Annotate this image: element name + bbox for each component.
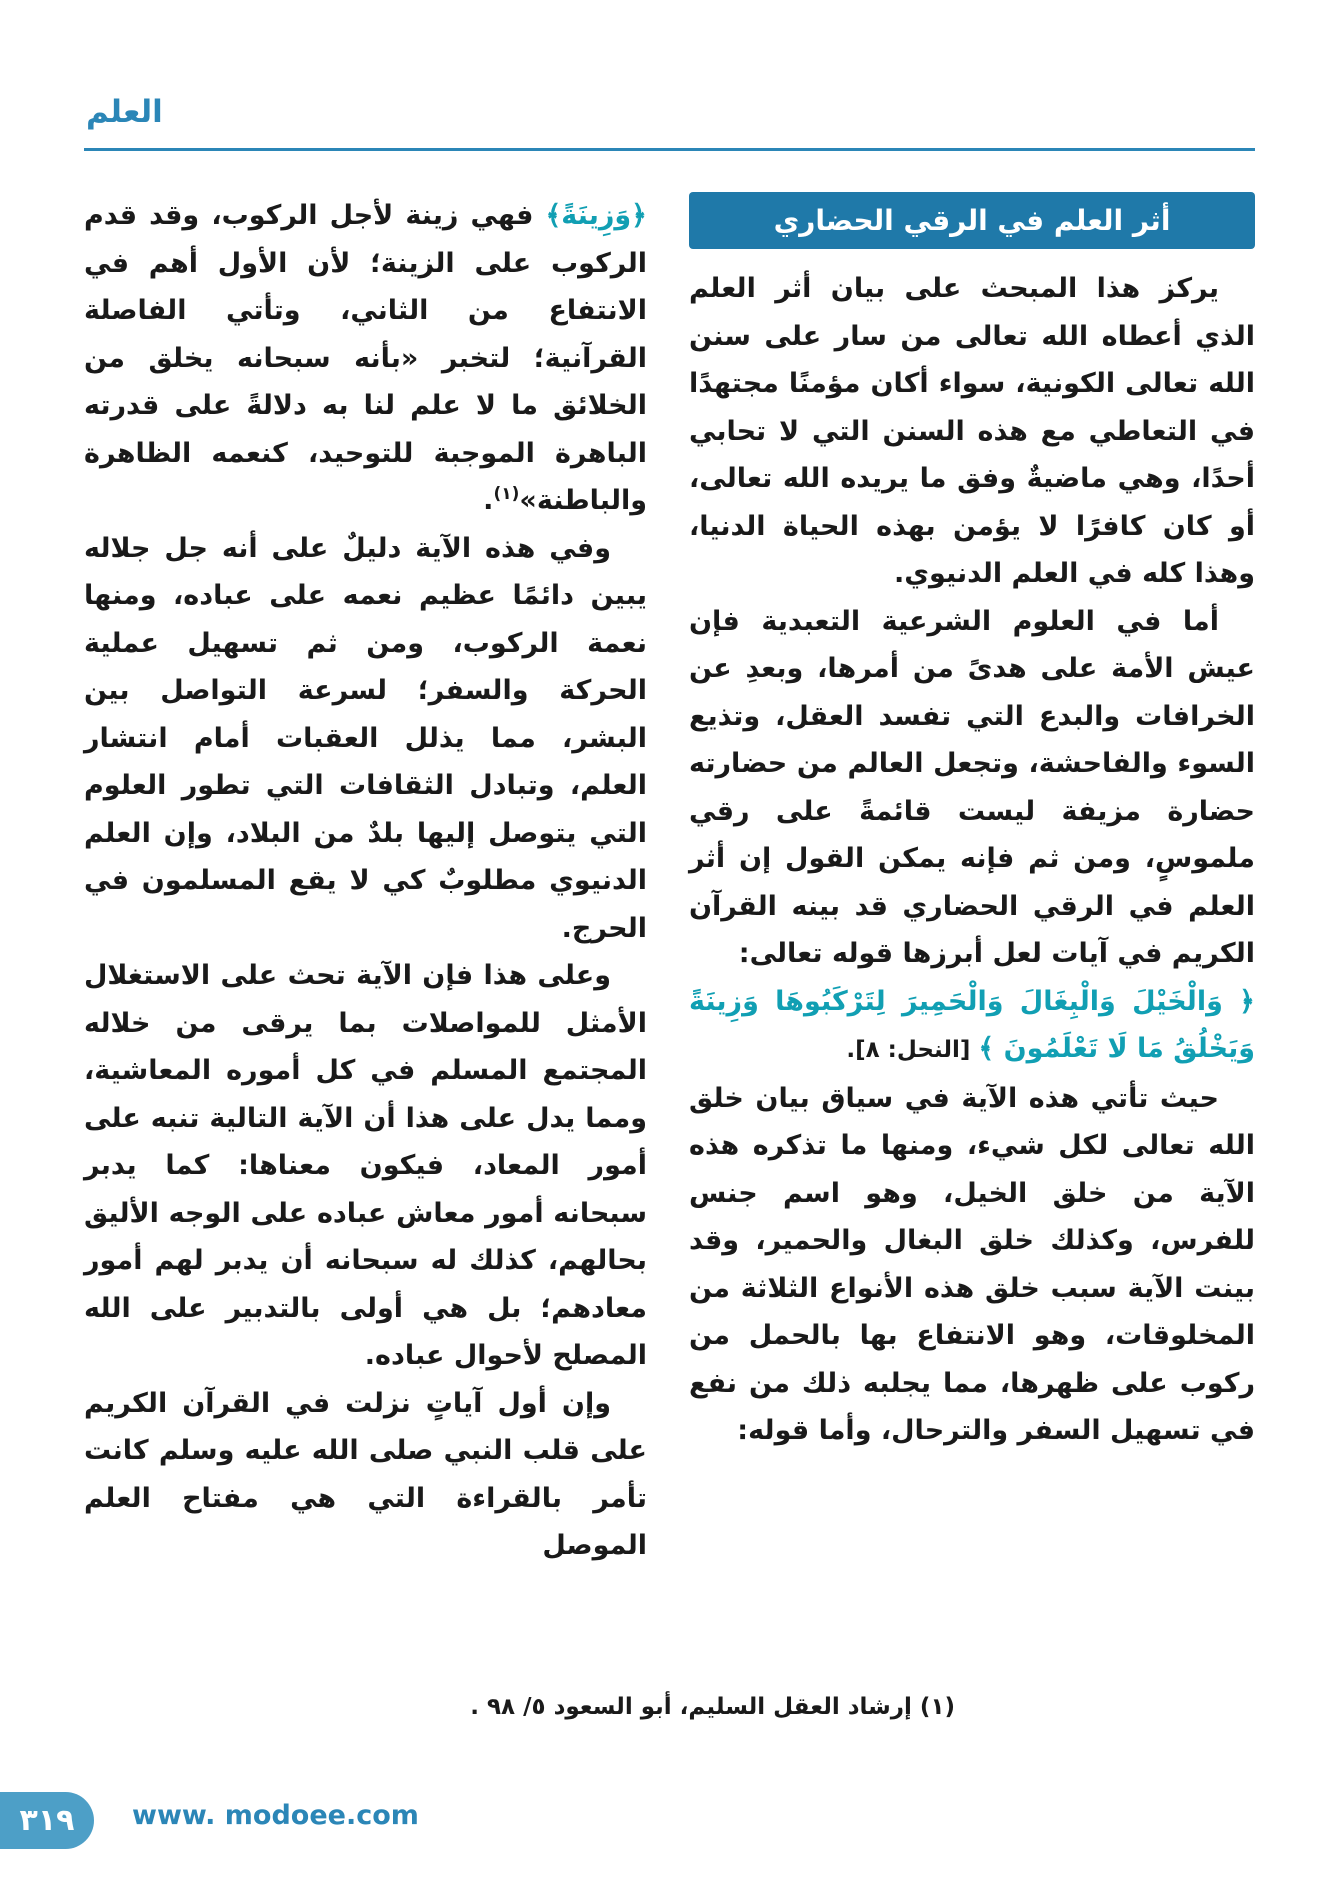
quran-word: ﴿وَزِينَةً﴾ [545,200,647,231]
paragraph: وعلى هذا فإن الآية تحث على الاستغلال الأمثل للمواصلات بما يرقى من خلاله المجتمع المسلم في كل أموره المعاشية، ومما يدل على هذا أن الآية التالية تنبه على أمور المعاد، فيكون معناها: كما يدبر سبحانه أمور معاش عباده على الوجه الأليق بحالهم، كذلك له سبحانه أن يدبر لهم أمور معادهم؛ بل هي أولى بالتدبير على الله المصلح لأحوال عباده. [84,960,647,1371]
two-column-layout [84,192,1255,1570]
right-column [689,192,1255,1455]
paragraph: أما في العلوم الشرعية التعبدية فإن عيش الأمة على هدىً من أمرها، وبعدِ عن الخرافات والبدع التي تفسد العقل، وتذيع السوء والفاحشة، وتجعل العالم من حضارته حضارة مزيفة ليست قائمةً على رقي ملموسٍ، ومن ثم فإنه يمكن القول إن أثر العلم في الرقي الحضاري قد بينه القرآن الكريم في آيات لعل أبرزها قوله تعالى: [689,605,1255,969]
paragraph: وإن أول آياتٍ نزلت في القرآن الكريم على قلب النبي صلى الله عليه وسلم كانت تأمر بالقراءة التي هي مفتاح العلم الموصل [84,1387,647,1561]
left-column [84,192,647,1570]
footnote: (١) إرشاد العقل السليم، أبو السعود ٥/ ٩٨ . [470,1694,955,1720]
paragraph: حيث تأتي هذه الآية في سياق بيان خلق الله تعالى لكل شيء، ومنها ما تذكره هذه الآية من خلق الخيل، وهو اسم جنس للفرس، وكذلك خلق البغال والحمير، وقد بينت الآية سبب خلق هذه الأنواع الثلاثة من المخلوقات، وهو الانتفاع بها بالحمل من ركوب على ظهرها، مما يجلبه ذلك من نفع في تسهيل السفر والترحال، وأما قوله: [689,1082,1255,1446]
footnote-reference: (١) [493,484,520,504]
running-header: العلم [86,94,163,130]
page-number: ٣١٩ [19,1803,75,1838]
page-number-tab [0,1792,94,1849]
paragraph [84,192,647,525]
website-url[interactable]: www. modoee.com [132,1800,419,1831]
quran-verse-text: ﴿ وَالْخَيْلَ وَالْبِغَالَ وَالْحَمِيرَ لِتَرْكَبُوهَا وَزِينَةً وَيَخْلُقُ مَا لَا تَعْلَمُونَ ﴾ [689,985,1255,1064]
verse-reference: [النحل: ٨]. [846,1037,979,1063]
paragraph: وفي هذه الآية دليلٌ على أنه جل جلاله يبين دائمًا عظيم نعمه على عباده، ومنها نعمة الركوب، ومن ثم تسهيل عملية الحركة والسفر؛ لسرعة التواصل بين البشر، مما يذلل العقبات أمام انتشار العلم، وتبادل الثقافات التي تطور العلوم التي يتوصل إليها بلدٌ من البلاد، وإن العلم الدنيوي مطلوبٌ كي لا يقع المسلمون في الحرج. [84,532,647,944]
section-title-box: أثر العلم في الرقي الحضاري [689,192,1255,249]
header-rule [84,148,1255,151]
paragraph-text: فهي زينة لأجل الركوب، وقد قدم الركوب على الزينة؛ لأن الأول أهم في الانتفاع من الثاني، وتأتي الفاصلة القرآنية؛ لتخبر «بأنه سبحانه يخلق من الخلائق ما لا علم لنا به دلالةً على قدرته الباهرة الموجبة للتوحيد، كنعمه الظاهرة والباطنة» [84,200,647,516]
paragraph-text: . [483,485,494,516]
paragraph: يركز هذا المبحث على بيان أثر العلم الذي أعطاه الله تعالى من سار على سنن الله تعالى الكونية، سواء أكان مؤمنًا مجتهدًا في التعاطي مع هذه السنن التي لا تحابي أحدًا، وهي ماضيةٌ وفق ما يريده الله تعالى، أو كان كافرًا لا يؤمن بهذه الحياة الدنيا، وهذا كله في العلم الدنيوي. [689,273,1255,589]
quran-verse-block [689,978,1255,1075]
